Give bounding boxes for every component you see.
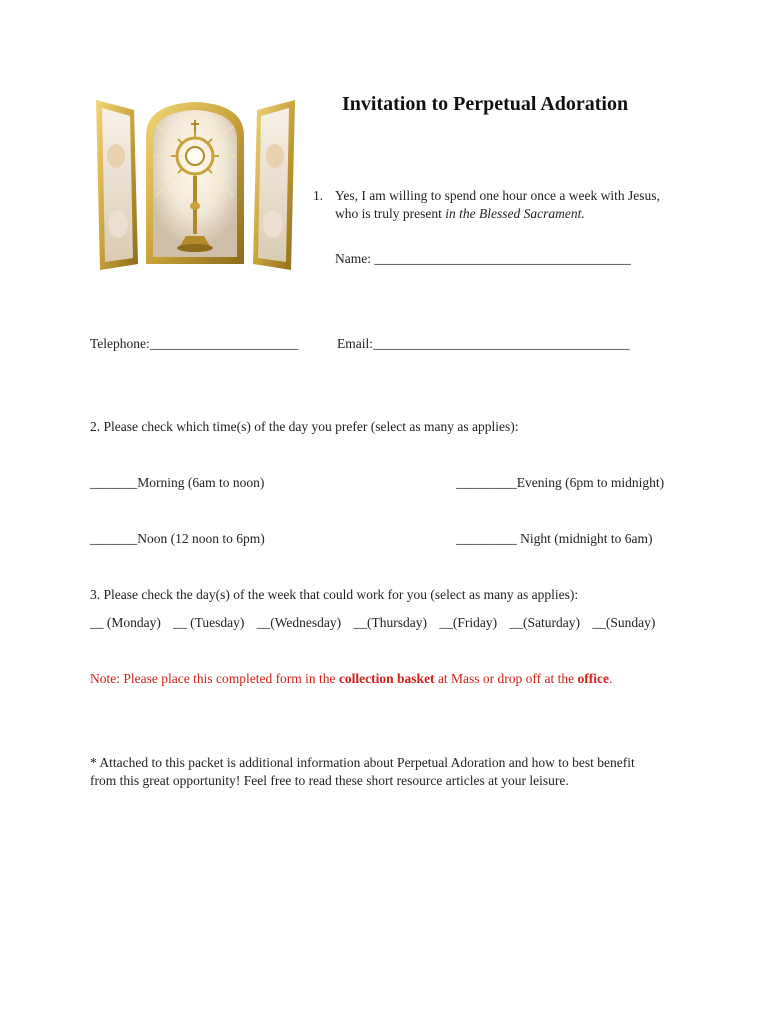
- page-title: Invitation to Perpetual Adoration: [342, 93, 629, 115]
- item1-number: 1.: [313, 188, 324, 203]
- item3-question: 3. Please check the day(s) of the week that could work for you (select as many as applies):: [90, 587, 579, 602]
- note-office: office: [577, 671, 610, 686]
- day-thursday[interactable]: __(Thursday): [353, 615, 428, 630]
- note-text: [90, 671, 612, 687]
- day-wednesday[interactable]: __(Wednesday): [256, 615, 342, 630]
- noon-option[interactable]: _______Noon (12 noon to 6pm): [90, 531, 265, 546]
- item1-line2-italic: in the Blessed Sacrament.: [445, 206, 585, 221]
- item1-line2: [335, 206, 585, 222]
- telephone-field[interactable]: Telephone:______________________: [90, 336, 299, 351]
- note-collection-basket: collection basket: [338, 671, 435, 686]
- day-tuesday[interactable]: __ (Tuesday): [173, 615, 245, 630]
- day-monday[interactable]: __ (Monday): [90, 615, 161, 630]
- days-row: [90, 615, 664, 631]
- item1-line2-text: who is truly present: [335, 206, 446, 221]
- night-option[interactable]: _________ Night (midnight to 6am): [456, 531, 653, 546]
- note-middle: at Mass or drop off at the: [434, 671, 578, 686]
- item1-line1: Yes, I am willing to spend one hour once a week with Jesus,: [335, 188, 660, 203]
- evening-option[interactable]: _________Evening (6pm to midnight): [456, 475, 665, 490]
- item2-question: 2. Please check which time(s) of the day you prefer (select as many as applies):: [90, 419, 519, 434]
- email-field[interactable]: Email:______________________________________: [337, 336, 630, 351]
- day-sunday[interactable]: __(Sunday): [592, 615, 656, 630]
- monstrance-triptych-image: [94, 96, 297, 274]
- name-field[interactable]: Name: ______________________________________: [335, 251, 631, 266]
- day-friday[interactable]: __(Friday): [439, 615, 498, 630]
- day-saturday[interactable]: __(Saturday): [509, 615, 580, 630]
- note-prefix: Note: Please place this completed form in the: [90, 671, 339, 686]
- note-suffix: .: [609, 671, 613, 686]
- footer-line1: * Attached to this packet is additional information about Perpetual Adoration and how to best benefit: [90, 755, 635, 770]
- footer-line2: from this great opportunity! Feel free to read these short resource articles at your leisure.: [90, 773, 569, 788]
- morning-option[interactable]: _______Morning (6am to noon): [90, 475, 265, 490]
